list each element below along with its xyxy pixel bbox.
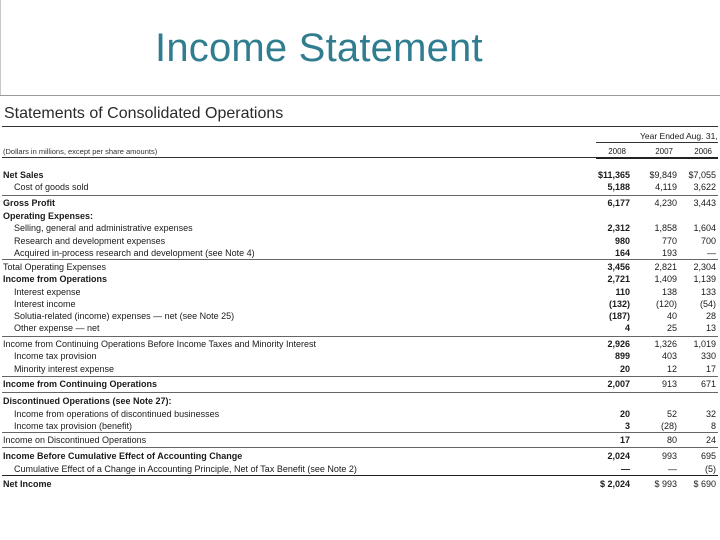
row-label: Total Operating Expenses [3, 262, 107, 272]
row-value-2006: 2,304 [693, 262, 716, 272]
table-row [0, 395, 720, 407]
row-value-2008: 20 [619, 364, 630, 374]
table-row [0, 286, 720, 298]
row-label: Net Sales [3, 170, 44, 180]
table-row [0, 363, 720, 375]
row-value-2008: 2,721 [607, 274, 630, 284]
row-value-2008: 2,007 [607, 379, 630, 389]
row-value-2008: 5,188 [607, 182, 630, 192]
table-row [0, 463, 720, 475]
table-row [0, 181, 720, 193]
row-value-2006: 695 [700, 451, 716, 461]
header-rule-bold [596, 157, 718, 159]
row-value-2008: 3 [624, 421, 630, 431]
row-label: Selling, general and administrative expenses [14, 223, 193, 233]
row-label: Operating Expenses: [3, 211, 94, 221]
row-value-2006: 700 [700, 236, 716, 246]
table-row [0, 197, 720, 209]
table-row [0, 350, 720, 362]
row-value-2006: $ 690 [693, 479, 716, 489]
slide-title: Income Statement [155, 26, 483, 70]
row-label: Net Income [3, 479, 52, 489]
row-value-2008: 20 [619, 409, 630, 419]
table-row [0, 322, 720, 334]
row-value-2008: 164 [614, 248, 630, 258]
row-divider [2, 447, 718, 448]
row-label: Interest expense [14, 287, 81, 297]
row-label: Income from Continuing Operations Before Income Taxes and Minority Interest [3, 339, 316, 349]
row-value-2007: 193 [661, 248, 677, 258]
row-value-2007: 138 [661, 287, 677, 297]
row-value-2006: 13 [705, 323, 716, 333]
row-value-2008: 2,024 [607, 451, 630, 461]
row-label: Income from Continuing Operations [3, 379, 158, 389]
row-label: Income tax provision [14, 351, 97, 361]
row-label: Discontinued Operations (see Note 27): [3, 396, 172, 406]
row-value-2006: 133 [700, 287, 716, 297]
year-ended-label: Year Ended Aug. 31, [640, 131, 718, 141]
row-label: Income Before Cumulative Effect of Accounting Change [3, 451, 243, 461]
row-value-2007: 52 [666, 409, 677, 419]
row-value-2007: (120) [655, 299, 677, 309]
row-value-2007: 1,326 [654, 339, 677, 349]
row-label: Income tax provision (benefit) [14, 421, 133, 431]
row-value-2008: 2,926 [607, 339, 630, 349]
table-row [0, 210, 720, 222]
row-label: Interest income [14, 299, 76, 309]
year-col-1: 2008 [608, 147, 626, 156]
table-row [0, 338, 720, 350]
row-divider [2, 195, 718, 196]
table-row [0, 420, 720, 432]
row-value-2007: (28) [660, 421, 677, 431]
row-value-2006: 8 [710, 421, 716, 431]
row-value-2006: 671 [700, 379, 716, 389]
row-value-2006: 1,019 [693, 339, 716, 349]
row-label: Income on Discontinued Operations [3, 435, 147, 445]
row-value-2007: 40 [666, 311, 677, 321]
row-value-2008: (187) [608, 311, 630, 321]
row-value-2006: — [707, 248, 716, 258]
row-value-2008: (132) [608, 299, 630, 309]
row-value-2007: — [668, 464, 677, 474]
row-value-2008: — [621, 464, 630, 474]
row-value-2006: 32 [705, 409, 716, 419]
row-value-2006: (5) [705, 464, 716, 474]
row-divider [2, 432, 718, 433]
header-rule [2, 157, 596, 158]
row-value-2007: 4,119 [655, 182, 677, 192]
year-col-3: 2006 [694, 147, 712, 156]
table-row [0, 450, 720, 462]
table-row [0, 235, 720, 247]
table-row [0, 298, 720, 310]
year-ended-rule [596, 142, 718, 143]
table-row [0, 310, 720, 322]
row-value-2007: 4,230 [654, 198, 677, 208]
row-value-2006: 24 [705, 435, 716, 445]
row-value-2007: 25 [666, 323, 677, 333]
row-label: Minority interest expense [14, 364, 115, 374]
heading-rule [2, 126, 718, 127]
row-value-2008: 4 [624, 323, 630, 333]
row-value-2008: 2,312 [607, 223, 630, 233]
row-value-2007: $ 993 [654, 479, 677, 489]
row-value-2006: 3,622 [693, 182, 716, 192]
row-value-2008: 110 [615, 287, 630, 297]
row-value-2008: $11,365 [597, 170, 630, 180]
row-value-2006: (54) [699, 299, 716, 309]
row-value-2008: 3,456 [607, 262, 630, 272]
row-value-2007: 993 [661, 451, 677, 461]
row-value-2007: 403 [661, 351, 677, 361]
row-value-2007: 1,858 [654, 223, 677, 233]
financial-statement [0, 100, 720, 540]
row-value-2007: 913 [661, 379, 677, 389]
table-row [0, 408, 720, 420]
row-value-2007: $9,849 [649, 170, 677, 180]
year-col-2: 2007 [655, 147, 673, 156]
row-value-2008: 899 [614, 351, 630, 361]
statement-heading: Statements of Consolidated Operations [4, 105, 284, 122]
row-value-2006: 28 [705, 311, 716, 321]
table-row [0, 261, 720, 273]
row-label: Research and development expenses [14, 236, 166, 246]
row-label: Solutia-related (income) expenses — net (see Note 25) [14, 311, 235, 321]
row-value-2006: 330 [700, 351, 716, 361]
left-border [0, 0, 1, 95]
slide-title-bar [0, 0, 720, 94]
row-label: Other expense — net [14, 323, 100, 333]
table-row [0, 222, 720, 234]
row-label: Cumulative Effect of a Change in Accounting Principle, Net of Tax Benefit (see Note 2) [14, 464, 357, 474]
table-row [0, 378, 720, 390]
table-row [0, 434, 720, 446]
table-row [0, 273, 720, 285]
row-label: Cost of goods sold [14, 182, 89, 192]
row-label: Acquired in-process research and development (see Note 4) [14, 248, 255, 258]
title-divider [0, 95, 720, 96]
row-divider [2, 475, 718, 476]
row-value-2008: 17 [619, 435, 630, 445]
units-note: (Dollars in millions, except per share amounts) [3, 147, 158, 156]
row-value-2008: 6,177 [607, 198, 630, 208]
row-divider [2, 392, 718, 393]
row-label: Income from operations of discontinued businesses [14, 409, 220, 419]
row-value-2007: 770 [661, 236, 677, 246]
row-value-2008: 980 [614, 236, 630, 246]
row-value-2006: 1,139 [693, 274, 716, 284]
row-value-2006: 17 [705, 364, 716, 374]
row-label: Gross Profit [3, 198, 56, 208]
row-divider [2, 376, 718, 377]
row-value-2007: 80 [666, 435, 677, 445]
row-value-2007: 1,409 [654, 274, 677, 284]
row-value-2006: 3,443 [693, 198, 716, 208]
row-value-2008: $ 2,024 [599, 479, 630, 489]
row-divider [2, 336, 718, 337]
row-divider [2, 259, 718, 260]
row-value-2006: $7,055 [688, 170, 716, 180]
row-value-2007: 2,821 [654, 262, 677, 272]
table-row [0, 169, 720, 181]
row-label: Income from Operations [3, 274, 108, 284]
row-value-2007: 12 [666, 364, 677, 374]
table-row [0, 247, 720, 259]
table-row [0, 478, 720, 490]
row-value-2006: 1,604 [693, 223, 716, 233]
